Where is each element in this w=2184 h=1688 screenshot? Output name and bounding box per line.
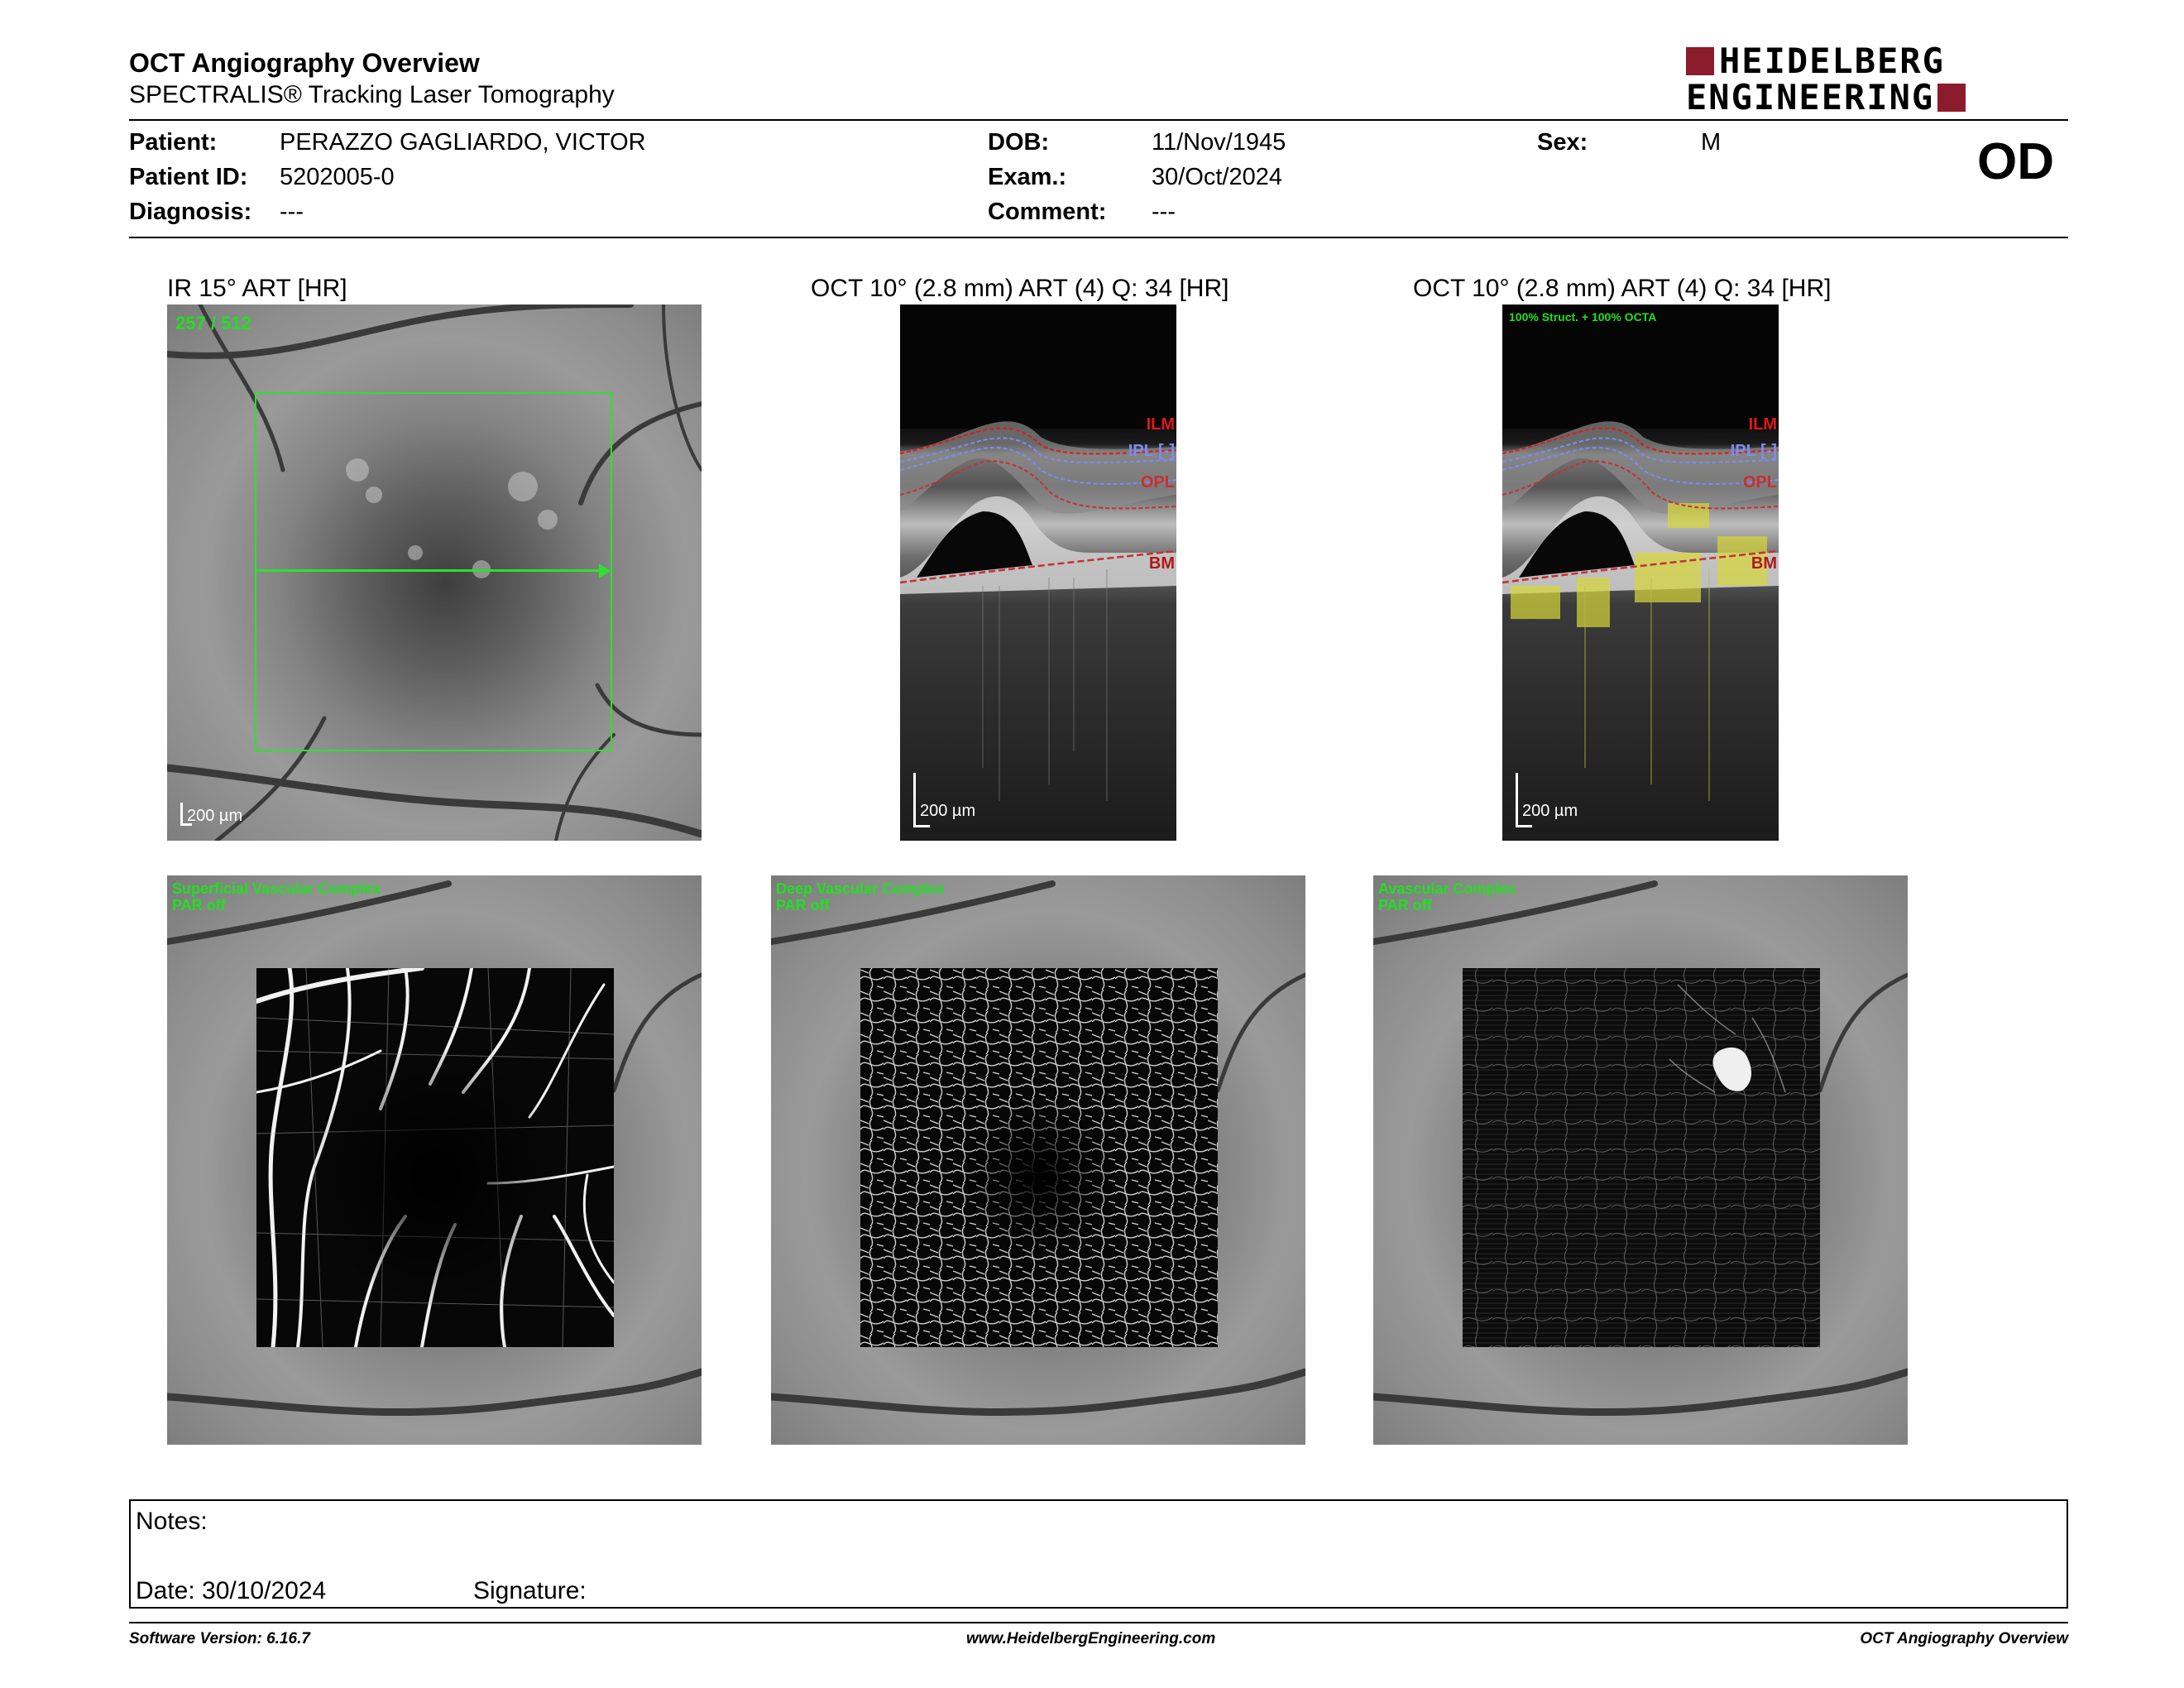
sex-label: Sex: bbox=[1537, 129, 1588, 156]
angio-avascular-panel[interactable] bbox=[1373, 875, 1908, 1445]
angio-deep-panel[interactable] bbox=[771, 875, 1305, 1445]
diagnosis-value: --- bbox=[280, 199, 304, 225]
notes-label: Notes: bbox=[136, 1508, 208, 1535]
report-subtitle: SPECTRALIS® Tracking Laser Tomography bbox=[129, 81, 615, 108]
eye-laterality: OD bbox=[1977, 133, 2054, 190]
angio-avascular-par: PAR off bbox=[1378, 897, 1432, 914]
angio-superficial-title: Superficial Vascular Complex bbox=[172, 880, 381, 897]
comment-value: --- bbox=[1152, 199, 1176, 225]
dob-label: DOB: bbox=[988, 129, 1050, 156]
oct2-scale-bar bbox=[1516, 773, 1607, 827]
oct2-scale-label: 200 µm bbox=[1522, 802, 1578, 820]
layer-label-ilm: ILM bbox=[1748, 415, 1777, 434]
ir-caption: IR 15° ART [HR] bbox=[167, 275, 347, 302]
software-version: Software Version: 6.16.7 bbox=[129, 1630, 310, 1647]
patient-name: PERAZZO GAGLIARDO, VICTOR bbox=[280, 129, 646, 156]
oct-caption-1: OCT 10° (2.8 mm) ART (4) Q: 34 [HR] bbox=[811, 275, 1229, 302]
avascular-slab bbox=[1463, 968, 1820, 1347]
patient-id: 5202005-0 bbox=[280, 164, 395, 190]
signature-label: Signature: bbox=[473, 1577, 587, 1604]
layer-label-ipl: IPL [-] bbox=[1730, 442, 1777, 460]
logo-square-icon bbox=[1686, 47, 1714, 75]
angio-superficial-image[interactable] bbox=[256, 968, 614, 1347]
angio-avascular-title: Avascular Complex bbox=[1378, 880, 1516, 897]
logo-line-2: ENGINEERING bbox=[1686, 77, 1935, 117]
oct1-scale-label: 200 µm bbox=[920, 802, 976, 820]
octa-overlay-label: 100% Struct. + 100% OCTA bbox=[1509, 310, 1657, 324]
ir-scale-label: 200 µm bbox=[187, 807, 243, 825]
sex-value: M bbox=[1701, 129, 1722, 156]
footer-report-name: OCT Angiography Overview bbox=[1860, 1630, 2068, 1647]
oct-bscan-octa-overlay[interactable] bbox=[1502, 305, 1779, 841]
scan-area-box bbox=[255, 392, 612, 751]
heidelberg-logo bbox=[1686, 41, 2068, 117]
header-divider bbox=[129, 119, 2068, 121]
angio-deep-image[interactable] bbox=[860, 968, 1218, 1347]
bscan-layers bbox=[900, 305, 1176, 841]
layer-label-ilm: ILM bbox=[1146, 415, 1175, 434]
ir-scale-bar bbox=[180, 801, 263, 826]
website-link[interactable]: www.HeidelbergEngineering.com bbox=[966, 1630, 1216, 1647]
angio-avascular-image[interactable] bbox=[1463, 968, 1820, 1347]
oct1-scale-bar bbox=[913, 773, 1004, 827]
scan-line[interactable] bbox=[255, 569, 602, 572]
angio-deep-par: PAR off bbox=[776, 897, 830, 914]
layer-label-opl: OPL bbox=[1742, 473, 1777, 492]
angio-superficial-par: PAR off bbox=[172, 897, 226, 914]
scan-direction-arrow-icon bbox=[599, 563, 611, 578]
date-label: Date: 30/10/2024 bbox=[136, 1577, 327, 1604]
comment-label: Comment: bbox=[988, 199, 1107, 225]
scan-counter: 257 / 512 bbox=[175, 313, 251, 333]
angio-deep-title: Deep Vascular Complex bbox=[776, 880, 946, 897]
oct-caption-2: OCT 10° (2.8 mm) ART (4) Q: 34 [HR] bbox=[1413, 275, 1832, 302]
dob-value: 11/Nov/1945 bbox=[1152, 129, 1286, 156]
diagnosis-label: Diagnosis: bbox=[129, 199, 252, 225]
oct-bscan-structure[interactable] bbox=[900, 305, 1176, 841]
notes-box[interactable] bbox=[129, 1499, 2068, 1609]
ir-fundus-image[interactable] bbox=[167, 305, 702, 841]
patient-divider bbox=[129, 237, 2068, 238]
deep-capillary-network bbox=[860, 968, 1218, 1347]
bscan-octa-layers bbox=[1502, 305, 1779, 841]
exam-label: Exam.: bbox=[988, 164, 1067, 190]
exam-value: 30/Oct/2024 bbox=[1152, 164, 1282, 190]
layer-label-bm: BM bbox=[1148, 554, 1175, 573]
logo-line-1: HEIDELBERG bbox=[1719, 41, 1945, 81]
layer-label-bm: BM bbox=[1751, 554, 1777, 573]
logo-square-icon bbox=[1937, 84, 1966, 112]
layer-label-ipl: IPL [-] bbox=[1128, 442, 1175, 460]
layer-label-opl: OPL bbox=[1140, 473, 1175, 492]
angio-superficial-panel[interactable] bbox=[167, 875, 702, 1445]
patient-label: Patient: bbox=[129, 129, 218, 156]
patient-id-label: Patient ID: bbox=[129, 164, 248, 190]
superficial-vessel-tree bbox=[256, 968, 614, 1347]
footer-divider bbox=[129, 1622, 2068, 1623]
report-title: OCT Angiography Overview bbox=[129, 48, 480, 78]
